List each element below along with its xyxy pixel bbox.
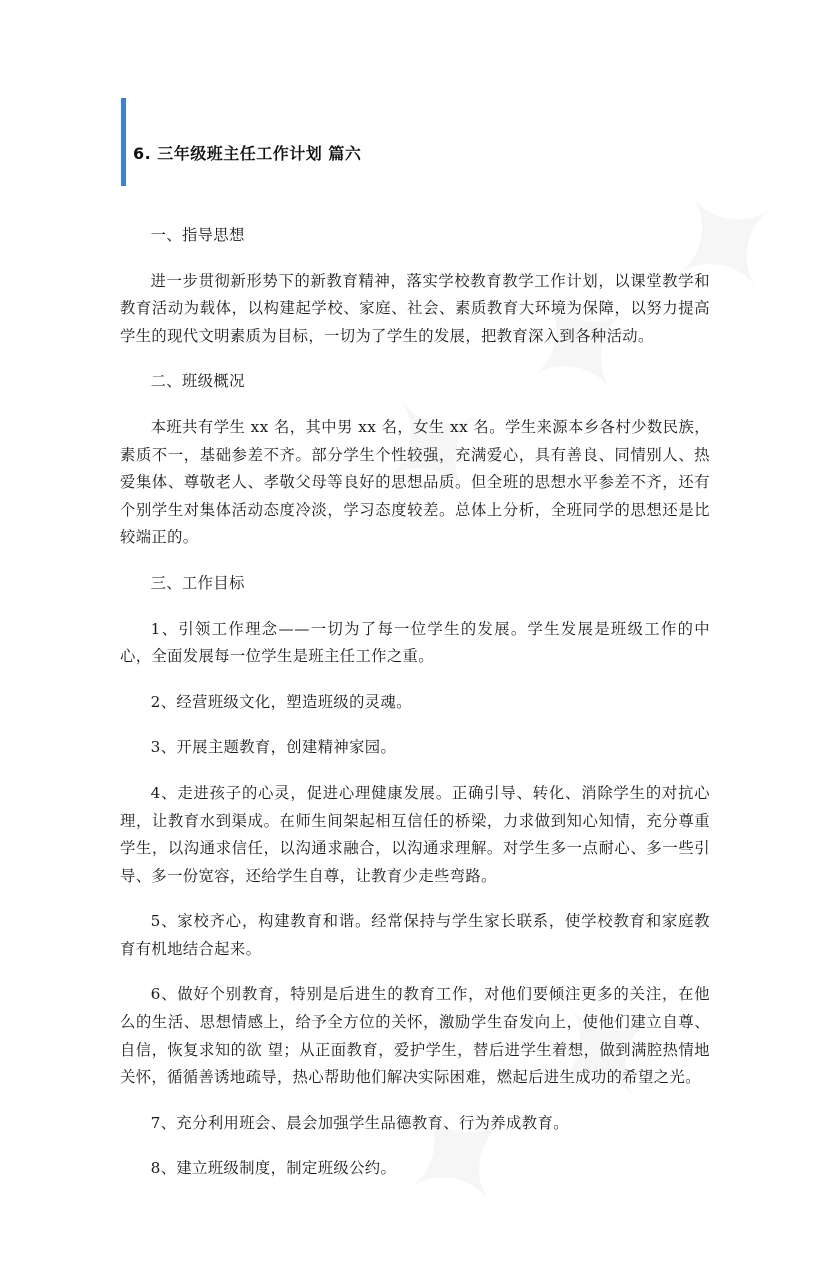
goal-item: 2、经营班级文化，塑造班级的灵魂。 (150, 692, 412, 711)
heading-work-goals: 三、工作目标 (150, 573, 245, 592)
paragraph: 本班共有学生 xx 名，其中男 xx 名，女生 xx 名。学生来源本乡各村少数民族，素质不一，基础参差不齐。部分学生个性较强，充满爱心，具有善良、同情别人、热爱集体、尊敬老人、孝敬父母等良好的思想品质。但全班的思想水平参差不齐，还有个别学生对集体活动态度冷淡，学习态度较差。总体上分析，全班同学的思想还是比较端正的。 (120, 417, 710, 547)
heading-class-overview: 二、班级概况 (150, 372, 245, 391)
goal-item: 1、引领工作理念——一切为了每一位学生的发展。学生发展是班级工作的中心，全面发展每一位学生是班主任工作之重。 (120, 619, 710, 666)
section-title: 6. 三年级班主任工作计划 篇六 (133, 144, 362, 163)
goal-item: 3、开展主题教育，创建精神家园。 (150, 738, 397, 757)
goal-item: 4、走进孩子的心灵，促进心理健康发展。正确引导、转化、消除学生的对抗心理，让教育水到渠成。在师生间架起相互信任的桥梁，力求做到知心知情，充分尊重学生，以沟通求信任，以沟通求融合，以沟通求理解。对学生多一点耐心、多一些引导、多一份宽容，还给学生自尊，让教育少走些弯路。 (120, 783, 710, 885)
goal-item: 7、充分利用班会、晨会加强学生品德教育、行为养成教育。 (150, 1113, 569, 1132)
heading-guiding-ideology: 一、指导思想 (150, 226, 245, 244)
goal-item: 8、建立班级制度，制定班级公约。 (150, 1159, 397, 1178)
document-body (120, 222, 710, 1201)
section-title-block (121, 98, 681, 186)
goal-item: 5、家校齐心，构建教育和谐。经常保持与学生家长联系，使学校教育和家庭教育有机地结合起来。 (120, 912, 710, 958)
goal-item: 6、做好个别教育，特别是后进生的教育工作，对他们要倾注更多的关注，在他么的生活、思想情感上，给予全方位的关怀，激励学生奋发向上，使他们建立自尊、自信，恢复求知的欲 望；从正面教育，爱护学生，替后进学生着想，做到满腔热情地关怀，循循善诱地疏导，热心帮助他们解决实际困难，燃起后进生成功的希望之光。 (120, 985, 710, 1087)
title-accent-bar (121, 98, 126, 186)
paragraph: 进一步贯彻新形势下的新教育精神，落实学校教育教学工作计划，以课堂教学和教育活动为载体，以构建起学校、家庭、社会、素质教育大环境为保障，以努力提高学生的现代文明素质为目标，一切为了学生的发展，把教育深入到各种活动。 (120, 271, 710, 345)
